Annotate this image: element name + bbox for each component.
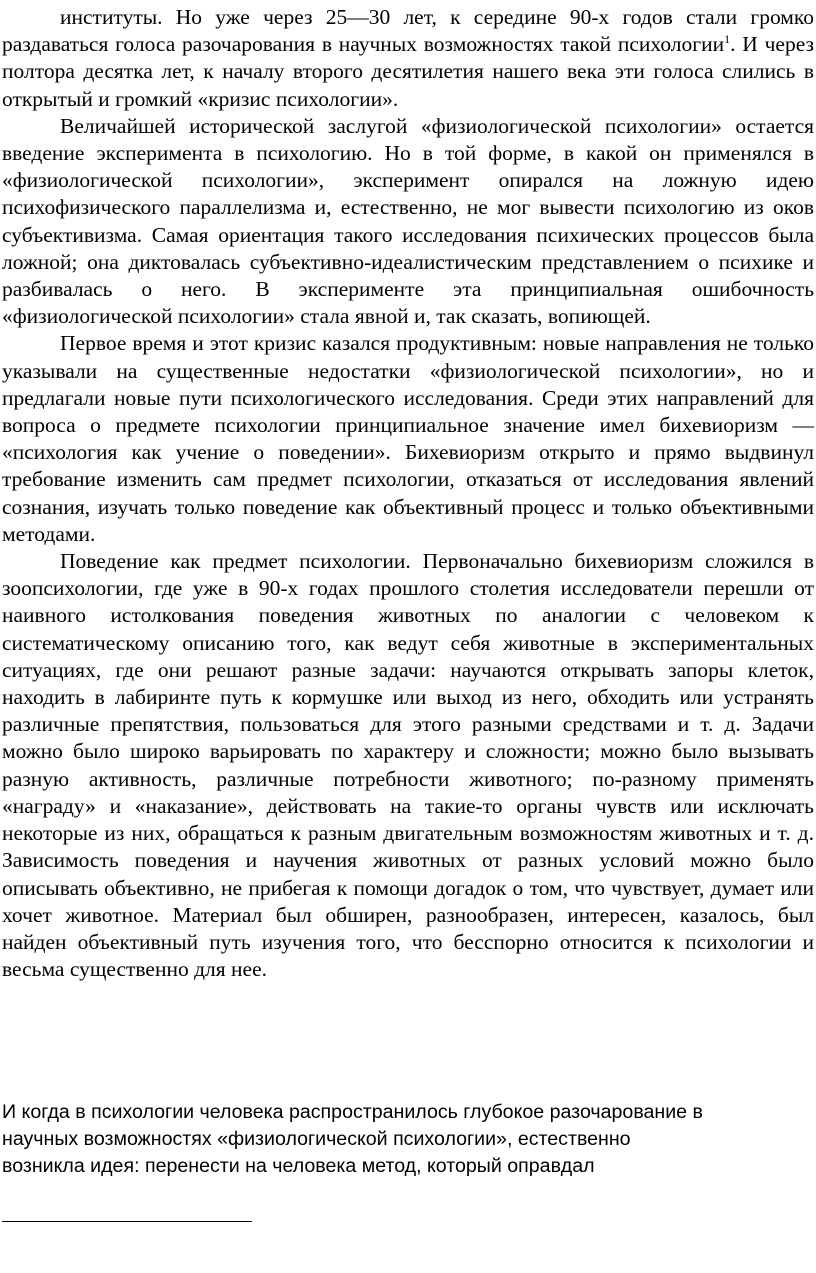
paragraph-1 <box>2 4 814 113</box>
trailing-line-3: возникла идея: перенести на человека метод, который оправдал <box>2 1155 595 1177</box>
document-body <box>2 4 814 983</box>
paragraph-3: Первое время и этот кризис казался продуктивным: новые направления не только указывали на существенные недостатки «физиологической психологии», но и предлагали новые пути психологического исследования. Среди этих направлений для вопроса о предмете психологии принципиальное значение имел бихевиоризм — «психология как учение о поведении». Бихевиоризм открыто и прямо выдвинул требование изменить сам предмет психологии, отказаться от исследования явлений сознания, изучать только поведение как объективный процесс и только объективными методами. <box>2 331 814 546</box>
paragraph-1-text: институты. Но уже через 25—30 лет, к середине 90-х годов стали громко раздаваться голоса разочарования в научных возможностях такой психологии <box>2 5 814 57</box>
footnote-marker[interactable]: 1 <box>724 32 731 47</box>
paragraph-2: Величайшей исторической заслугой «физиологической психологии» остается введение эксперимента в психологию. Но в той форме, в какой он применялся в «физиологической психологии», эксперимент опирался на ложную идею психофизического параллелизма и, естественно, не мог вывести психологию из оков субъективизма. Самая ориентация такого исследования психических процессов была ложной; она диктовалась субъективно-идеалистическим представлением о психике и разбивалась о него. В эксперименте эта принципиальная ошибочность «физиологической психологии» стала явной и, так сказать, вопиющей. <box>2 113 814 329</box>
footnote-separator <box>2 1221 252 1222</box>
paragraph-4: Поведение как предмет психологии. Первоначально бихевиоризм сложился в зоопсихологии, где уже в 90-х годах прошлого столетия исследователи перешли от наивного истолкования поведения животных по аналогии с человеком к систематическому описанию того, как ведут себя животные в экспериментальных ситуациях, где они решают разные задачи: научаются открывать запоры клеток, находить в лабиринте путь к кормушке или выход из него, обходить или устранять различные препятствия, пользоваться для этого разными средствами и т. д. Задачи можно было широко варьировать по характеру и сложности; можно было вызывать разную активность, различные потребности животного; по-разному применять «награду» и «наказание», действовать на такие-то органы чувств или исключать некоторые из них, обращаться к разным двигательным возможностям животных и т. д. Зависимость поведения и научения животных от разных условий можно было описывать объективно, не прибегая к помощи догадок о том, что чувствует, думает или хочет животное. Материал был обширен, разнообразен, интересен, казалось, был найден объективный путь изучения того, что бесспорно относится к психологии и весьма существенно для нее. <box>2 549 814 982</box>
trailing-paragraph <box>2 1099 814 1180</box>
trailing-line-2: научных возможностях «физиологической психологии», естественно <box>2 1128 631 1150</box>
trailing-line-1: И когда в психологии человека распространилось глубокое разочарование в <box>2 1101 703 1123</box>
paragraph-1-text-cont: . И через полтора десятка лет, к началу второго десятилетия нашего века эти голоса слились в открытый и громкий «кризис психологии». <box>2 32 814 111</box>
